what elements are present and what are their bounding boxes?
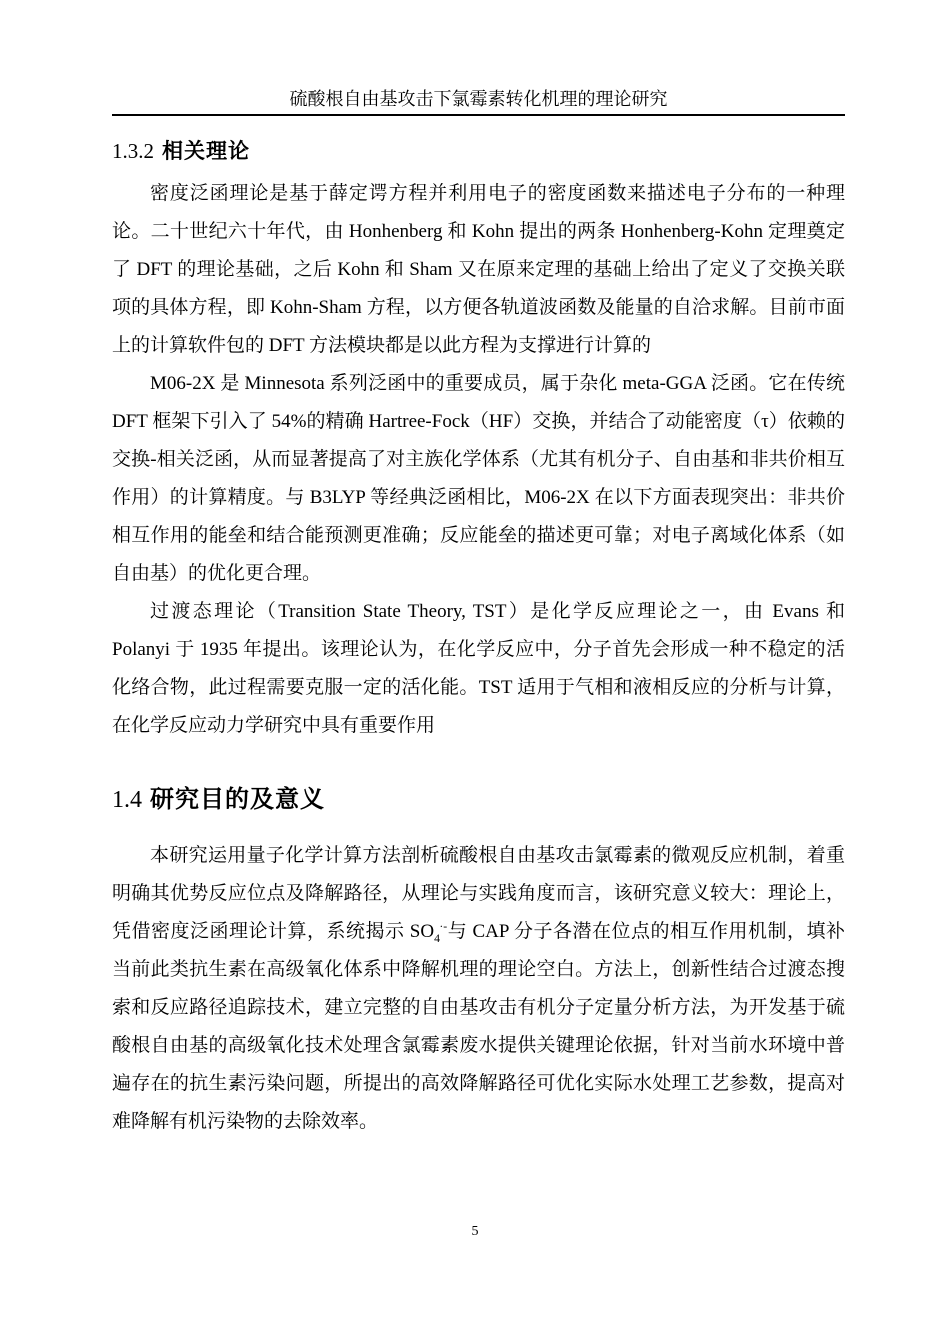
section-title: 研究目的及意义 <box>150 786 325 813</box>
section-number: 1.4 <box>112 787 142 813</box>
purpose-text-after-formula: 与 CAP 分子各潜在位点的相互作用机制，填补当前此类抗生素在高级氧化体系中降解机理的理论空白。方法上，创新性结合过渡态搜索和反应路径追踪技术，建立完整的自由基攻击有机分子定量分析方法，为开发基于硫酸根自由基的高级氧化技术处理含氯霉素废水提供关键理论依据，针对当前水环境中普遍存在的抗生素污染问题，所提出的高效降解路径可优化实际水处理工艺参数，提高对难降解有机污染物的去除效率。 <box>112 921 845 1132</box>
running-head-title: 硫酸根自由基攻击下氯霉素转化机理的理论研究 <box>112 86 845 116</box>
section-title: 相关理论 <box>162 140 250 163</box>
purpose-text-before-formula: 本研究运用量子化学计算方法剖析硫酸根自由基攻击氯霉素的微观反应机制，着重明确其优势反应位点及降解路径，从理论与实践角度而言，该研究意义较大：理论上，凭借密度泛函理论计算，系统揭示 <box>112 845 845 942</box>
paragraph-m06-2x: M06-2X 是 Minnesota 系列泛函中的重要成员，属于杂化 meta-GGA 泛函。它在传统 DFT 框架下引入了 54%的精确 Hartree-Fock（HF）交换，并结合了动能密度（τ）依赖的交换-相关泛函，从而显著提高了对主族化学体系（尤其有机分子、自由基和非共价相互作用）的计算精度。与 B3LYP 等经典泛函相比，M06-2X 在以下方面表现突出：非共价相互作用的能垒和结合能预测更准确；反应能垒的描述更可靠；对电子离域化体系（如自由基）的优化更合理。 <box>112 373 845 584</box>
formula-subscript: 4 <box>434 931 440 945</box>
document-body <box>112 138 845 1141</box>
section-heading-1-4 <box>112 785 845 815</box>
section-heading-1-3-2 <box>112 138 845 165</box>
sulfate-radical-formula <box>409 919 448 945</box>
section-number: 1.3.2 <box>112 139 154 163</box>
paragraph-dft-theory: 密度泛函理论是基于薛定谔方程并利用电子的密度函数来描述电子分布的一种理论。二十世纪六十年代，由 Honhenberg 和 Kohn 提出的两条 Honhenberg-Kohn 定理奠定了 DFT 的理论基础，之后 Kohn 和 Sham 又在原来定理的基础上给出了定义了交换关联项的具体方程，即 Kohn-Sham 方程，以方便各轨道波函数及能量的自洽求解。目前市面上的计算软件包的 DFT 方法模块都是以此方程为支撑进行计算的 <box>112 183 845 356</box>
formula-superscript: ·- <box>439 919 448 933</box>
paragraph-research-purpose <box>112 837 845 1141</box>
page-header <box>112 0 845 116</box>
formula-base: SO <box>409 921 435 942</box>
page-footer <box>0 1222 950 1240</box>
page-number: 5 <box>471 1224 479 1239</box>
paragraph-tst: 过渡态理论（Transition State Theory, TST）是化学反应理论之一，由 Evans 和 Polanyi 于 1935 年提出。该理论认为，在化学反应中，分子首先会形成一种不稳定的活化络合物，此过程需要克服一定的活化能。TST 适用于气相和液相反应的分析与计算，在化学反应动力学研究中具有重要作用 <box>112 601 845 736</box>
